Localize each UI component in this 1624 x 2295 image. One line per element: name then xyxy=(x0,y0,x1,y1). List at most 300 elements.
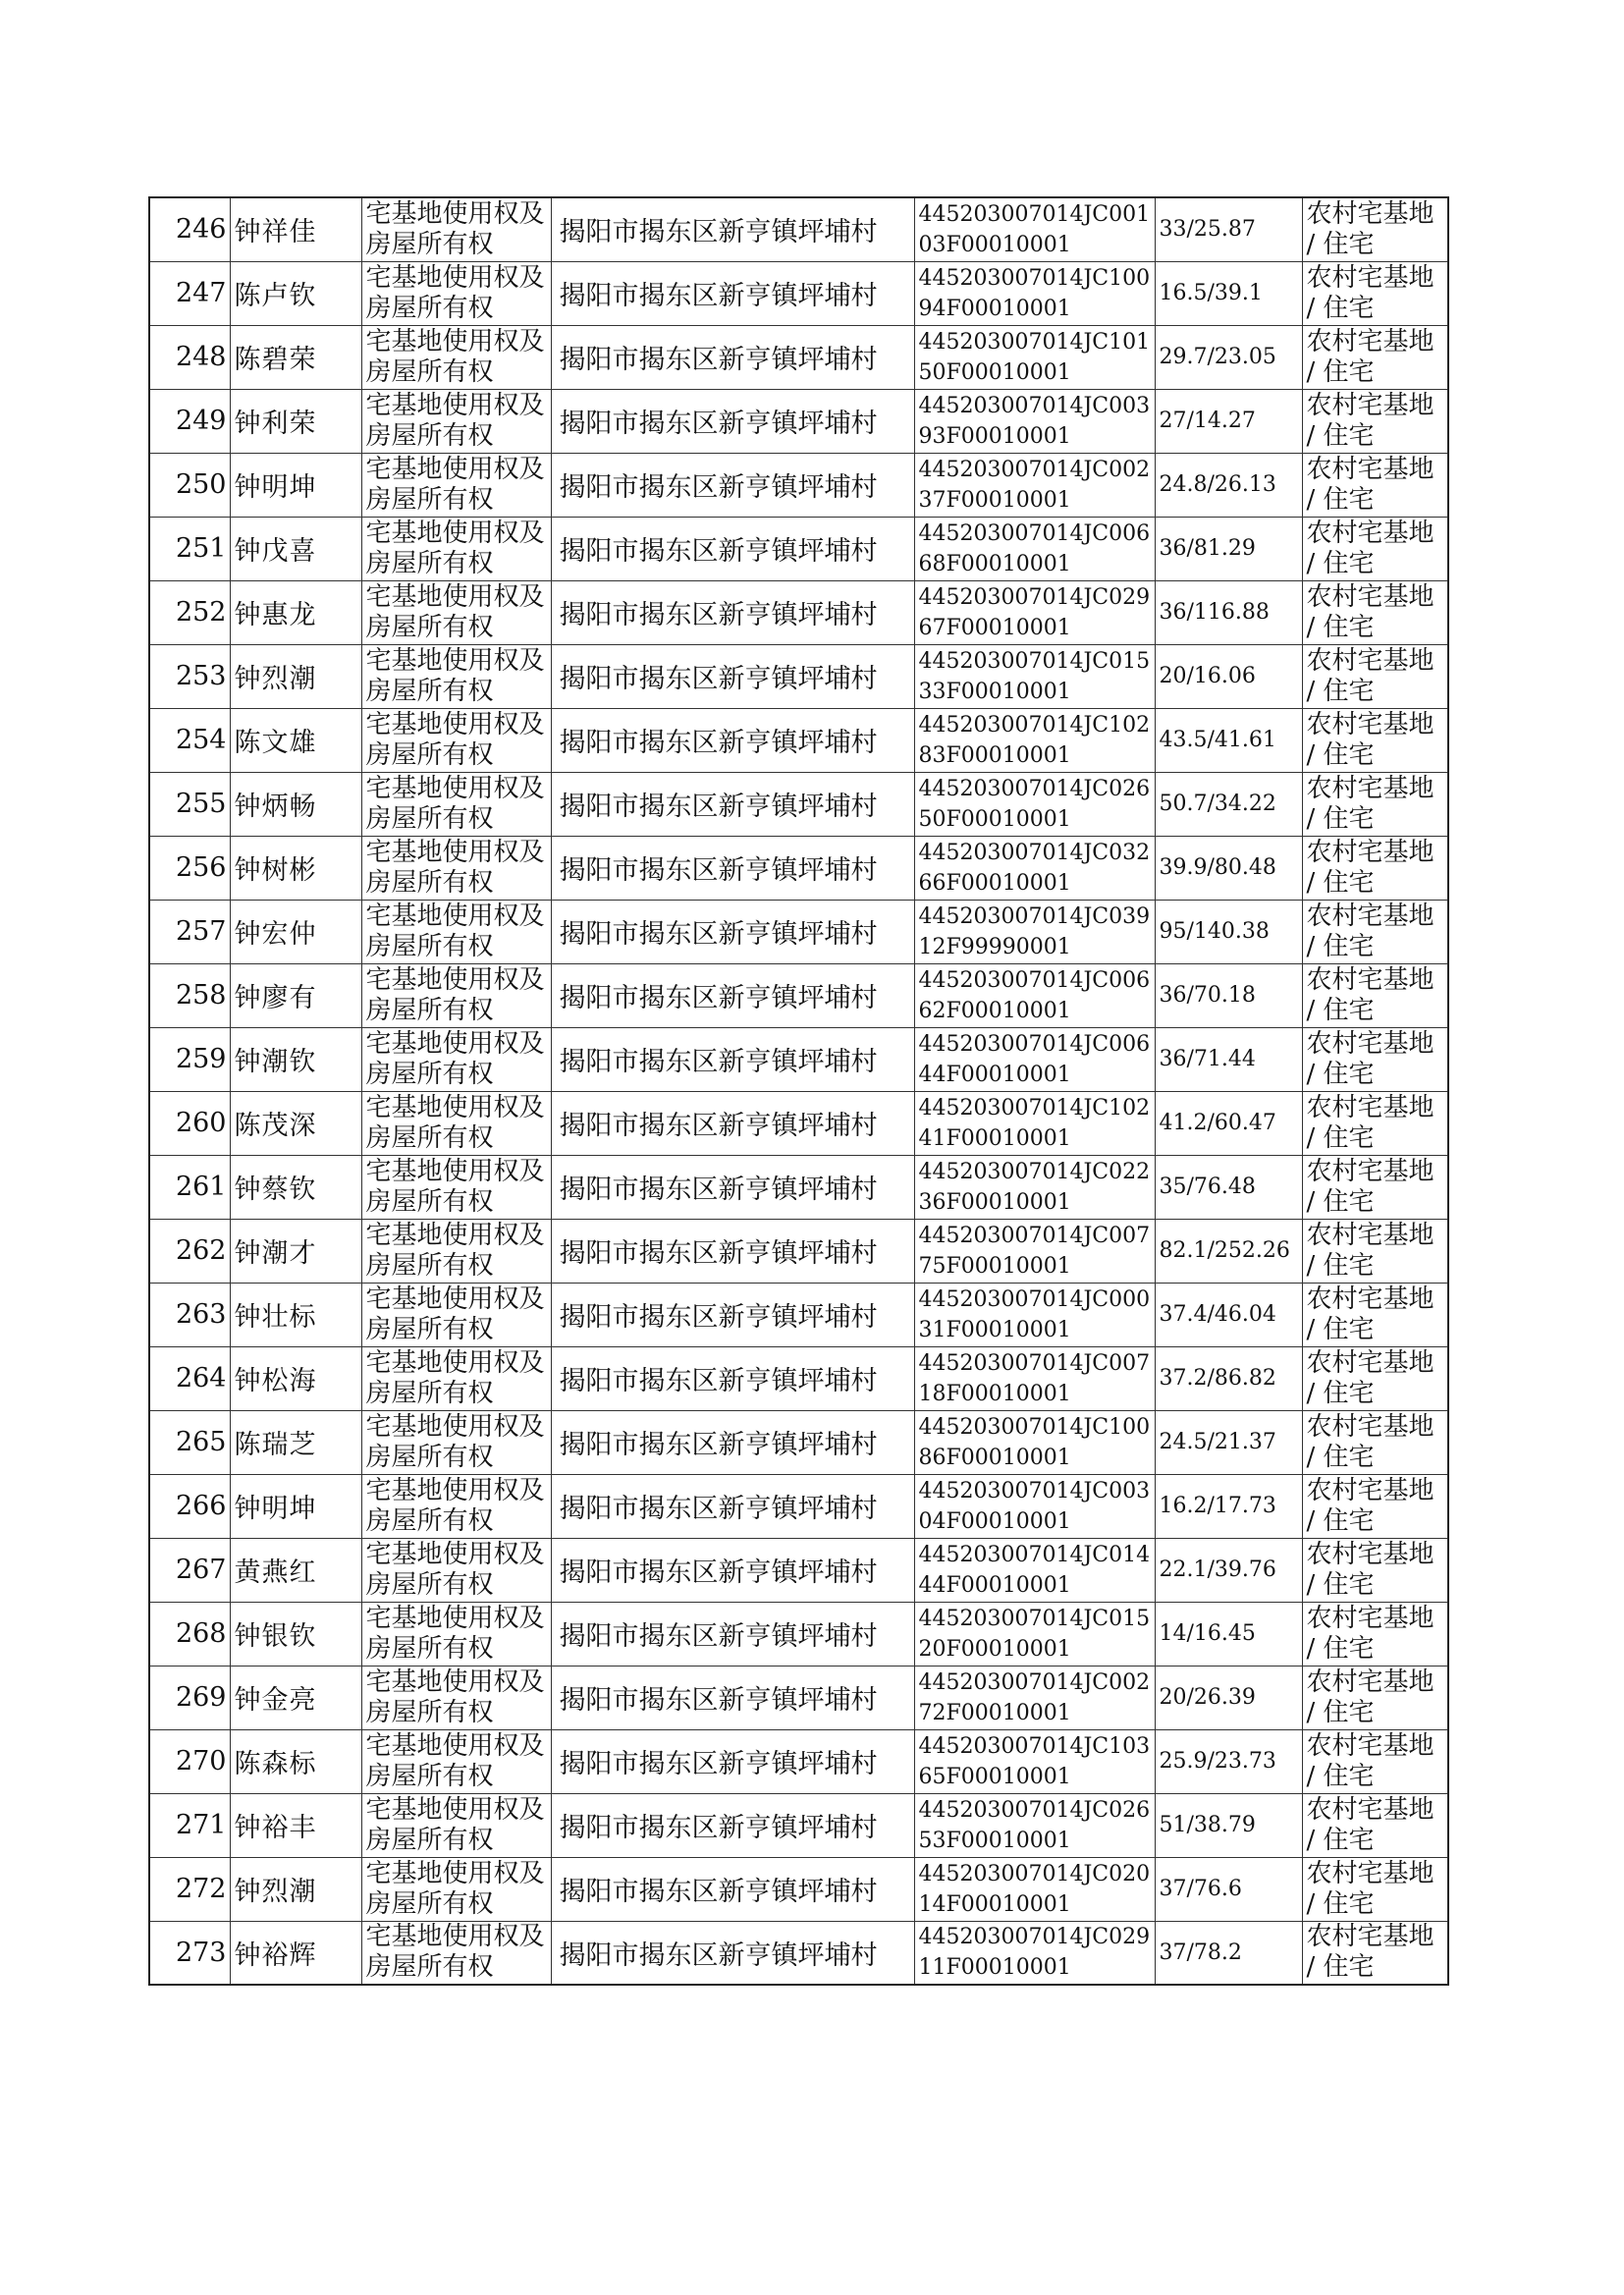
holder-name-text: 钟宏仲 xyxy=(234,919,317,950)
area-cell xyxy=(1155,1729,1302,1793)
area-cell xyxy=(1155,644,1302,708)
unit-code-cell xyxy=(914,1283,1155,1346)
right-type-cell xyxy=(361,836,551,900)
unit-code-text: 445203007014JC02967F00010001 xyxy=(918,584,1151,640)
land-use-cell xyxy=(1302,836,1448,900)
right-type-cell xyxy=(361,963,551,1027)
holder-name-cell xyxy=(230,1283,361,1346)
right-type-cell xyxy=(361,197,551,261)
right-type-text: 宅基地使用权及房屋所有权 xyxy=(365,1411,545,1472)
holder-name-cell xyxy=(230,1602,361,1666)
right-type-text: 宅基地使用权及房屋所有权 xyxy=(365,1156,545,1217)
holder-name-text: 钟壮标 xyxy=(234,1302,317,1333)
area-cell xyxy=(1155,325,1302,389)
location-cell xyxy=(551,1219,914,1283)
table-row xyxy=(149,1793,1448,1857)
row-number-text: 272 xyxy=(175,1874,227,1904)
right-type-cell xyxy=(361,1602,551,1666)
right-type-text: 宅基地使用权及房屋所有权 xyxy=(365,773,545,834)
row-number-text: 256 xyxy=(175,852,227,883)
area-text: 24.5/21.37 xyxy=(1159,1430,1276,1454)
table-row xyxy=(149,1857,1448,1921)
holder-name-text: 钟潮才 xyxy=(234,1238,317,1269)
holder-name-cell xyxy=(230,517,361,580)
area-text: 43.5/41.61 xyxy=(1159,728,1276,752)
holder-name-text: 钟金亮 xyxy=(234,1685,317,1716)
row-number-cell xyxy=(149,1793,230,1857)
row-number-cell xyxy=(149,1474,230,1538)
land-use-text: 农村宅基地 / 住宅 xyxy=(1306,1539,1435,1600)
location-text: 揭阳市揭东区新亨镇坪埔村 xyxy=(559,217,878,248)
holder-name-cell xyxy=(230,389,361,453)
unit-code-text: 445203007014JC02653F00010001 xyxy=(918,1797,1151,1853)
area-cell xyxy=(1155,517,1302,580)
location-text: 揭阳市揭东区新亨镇坪埔村 xyxy=(559,1238,878,1269)
unit-code-text: 445203007014JC10086F00010001 xyxy=(918,1414,1151,1470)
holder-name-text: 钟烈潮 xyxy=(234,664,317,694)
holder-name-text: 钟烈潮 xyxy=(234,1877,317,1907)
unit-code-cell xyxy=(914,1602,1155,1666)
land-use-cell xyxy=(1302,1091,1448,1155)
land-use-text: 农村宅基地 / 住宅 xyxy=(1306,837,1435,898)
location-cell xyxy=(551,644,914,708)
right-type-cell xyxy=(361,1793,551,1857)
location-text: 揭阳市揭东区新亨镇坪埔村 xyxy=(559,1047,878,1077)
right-type-text: 宅基地使用权及房屋所有权 xyxy=(365,454,545,515)
unit-code-text: 445203007014JC00775F00010001 xyxy=(918,1223,1151,1279)
land-use-text: 农村宅基地 / 住宅 xyxy=(1306,326,1435,387)
area-text: 37.2/86.82 xyxy=(1159,1366,1276,1391)
land-use-cell xyxy=(1302,1155,1448,1219)
location-text: 揭阳市揭东区新亨镇坪埔村 xyxy=(559,855,878,886)
area-cell xyxy=(1155,836,1302,900)
land-use-cell xyxy=(1302,1474,1448,1538)
location-text: 揭阳市揭东区新亨镇坪埔村 xyxy=(559,1366,878,1396)
land-use-text: 农村宅基地 / 住宅 xyxy=(1306,518,1435,578)
area-text: 36/116.88 xyxy=(1159,600,1270,625)
location-text: 揭阳市揭东区新亨镇坪埔村 xyxy=(559,1877,878,1907)
area-cell xyxy=(1155,389,1302,453)
land-use-cell xyxy=(1302,1793,1448,1857)
table-row xyxy=(149,836,1448,900)
location-text: 揭阳市揭东区新亨镇坪埔村 xyxy=(559,536,878,567)
right-type-cell xyxy=(361,389,551,453)
row-number-cell xyxy=(149,517,230,580)
table-row xyxy=(149,1729,1448,1793)
table-row xyxy=(149,1410,1448,1474)
table-row xyxy=(149,644,1448,708)
area-cell xyxy=(1155,1219,1302,1283)
table-row xyxy=(149,1666,1448,1729)
holder-name-text: 钟明坤 xyxy=(234,1494,317,1524)
land-use-text: 农村宅基地 / 住宅 xyxy=(1306,198,1435,259)
right-type-cell xyxy=(361,580,551,644)
row-number-cell xyxy=(149,1091,230,1155)
unit-code-cell xyxy=(914,1027,1155,1091)
table-row xyxy=(149,197,1448,261)
land-use-text: 农村宅基地 / 住宅 xyxy=(1306,390,1435,451)
unit-code-text: 445203007014JC02911F00010001 xyxy=(918,1925,1151,1981)
row-number-cell xyxy=(149,1729,230,1793)
land-use-text: 农村宅基地 / 住宅 xyxy=(1306,1220,1435,1281)
land-use-cell xyxy=(1302,1729,1448,1793)
row-number-text: 251 xyxy=(175,533,227,564)
unit-code-text: 445203007014JC10150F00010001 xyxy=(918,329,1151,385)
area-text: 36/81.29 xyxy=(1159,536,1256,561)
area-text: 20/26.39 xyxy=(1159,1685,1256,1710)
row-number-cell xyxy=(149,644,230,708)
unit-code-cell xyxy=(914,963,1155,1027)
land-use-text: 农村宅基地 / 住宅 xyxy=(1306,262,1435,323)
right-type-text: 宅基地使用权及房屋所有权 xyxy=(365,709,545,770)
land-use-cell xyxy=(1302,963,1448,1027)
right-type-text: 宅基地使用权及房屋所有权 xyxy=(365,1667,545,1727)
area-text: 22.1/39.76 xyxy=(1159,1557,1276,1582)
right-type-cell xyxy=(361,261,551,325)
area-cell xyxy=(1155,1538,1302,1602)
holder-name-text: 陈碧荣 xyxy=(234,345,317,375)
row-number-text: 255 xyxy=(175,789,227,819)
land-use-cell xyxy=(1302,1410,1448,1474)
table-row xyxy=(149,1283,1448,1346)
location-cell xyxy=(551,836,914,900)
area-cell xyxy=(1155,1474,1302,1538)
right-type-cell xyxy=(361,325,551,389)
right-type-text: 宅基地使用权及房屋所有权 xyxy=(365,901,545,961)
unit-code-text: 445203007014JC02650F00010001 xyxy=(918,776,1151,832)
location-text: 揭阳市揭东区新亨镇坪埔村 xyxy=(559,1813,878,1843)
location-text: 揭阳市揭东区新亨镇坪埔村 xyxy=(559,472,878,503)
row-number-cell xyxy=(149,261,230,325)
area-text: 35/76.48 xyxy=(1159,1175,1256,1199)
holder-name-cell xyxy=(230,963,361,1027)
area-text: 82.1/252.26 xyxy=(1159,1238,1290,1263)
row-number-text: 258 xyxy=(175,980,227,1011)
unit-code-cell xyxy=(914,325,1155,389)
location-cell xyxy=(551,1602,914,1666)
land-use-cell xyxy=(1302,1346,1448,1410)
right-type-text: 宅基地使用权及房屋所有权 xyxy=(365,837,545,898)
location-cell xyxy=(551,1857,914,1921)
location-cell xyxy=(551,1474,914,1538)
row-number-text: 250 xyxy=(175,469,227,500)
holder-name-cell xyxy=(230,708,361,772)
right-type-cell xyxy=(361,1219,551,1283)
holder-name-text: 钟惠龙 xyxy=(234,600,317,630)
right-type-cell xyxy=(361,1729,551,1793)
table-row xyxy=(149,1346,1448,1410)
unit-code-text: 445203007014JC00662F00010001 xyxy=(918,967,1151,1023)
land-use-cell xyxy=(1302,580,1448,644)
unit-code-cell xyxy=(914,1921,1155,1985)
land-use-text: 农村宅基地 / 住宅 xyxy=(1306,454,1435,515)
right-type-cell xyxy=(361,517,551,580)
row-number-text: 249 xyxy=(175,406,227,436)
row-number-text: 252 xyxy=(175,597,227,628)
table-row xyxy=(149,389,1448,453)
row-number-text: 246 xyxy=(175,214,227,246)
right-type-cell xyxy=(361,644,551,708)
right-type-text: 宅基地使用权及房屋所有权 xyxy=(365,1092,545,1153)
area-cell xyxy=(1155,1346,1302,1410)
right-type-text: 宅基地使用权及房屋所有权 xyxy=(365,1858,545,1919)
unit-code-cell xyxy=(914,1091,1155,1155)
area-cell xyxy=(1155,197,1302,261)
row-number-text: 266 xyxy=(175,1491,227,1521)
holder-name-cell xyxy=(230,1474,361,1538)
holder-name-text: 钟明坤 xyxy=(234,472,317,503)
holder-name-cell xyxy=(230,1155,361,1219)
area-text: 14/16.45 xyxy=(1159,1621,1256,1646)
land-use-text: 农村宅基地 / 住宅 xyxy=(1306,1092,1435,1153)
holder-name-text: 钟利荣 xyxy=(234,409,317,439)
unit-code-text: 445203007014JC00668F00010001 xyxy=(918,520,1151,576)
unit-code-text: 445203007014JC00237F00010001 xyxy=(918,457,1151,513)
holder-name-cell xyxy=(230,1219,361,1283)
area-text: 29.7/23.05 xyxy=(1159,345,1276,369)
row-number-cell xyxy=(149,453,230,517)
holder-name-cell xyxy=(230,1091,361,1155)
holder-name-cell xyxy=(230,197,361,261)
location-text: 揭阳市揭东区新亨镇坪埔村 xyxy=(559,345,878,375)
land-use-text: 农村宅基地 / 住宅 xyxy=(1306,1475,1435,1536)
area-text: 36/71.44 xyxy=(1159,1047,1256,1071)
right-type-text: 宅基地使用权及房屋所有权 xyxy=(365,1603,545,1664)
land-use-cell xyxy=(1302,261,1448,325)
row-number-text: 268 xyxy=(175,1618,227,1649)
area-text: 20/16.06 xyxy=(1159,664,1256,688)
holder-name-text: 钟祥佳 xyxy=(234,217,317,248)
holder-name-text: 陈文雄 xyxy=(234,728,317,758)
land-use-cell xyxy=(1302,325,1448,389)
location-cell xyxy=(551,1027,914,1091)
unit-code-text: 445203007014JC02236F00010001 xyxy=(918,1159,1151,1215)
table-row xyxy=(149,261,1448,325)
unit-code-text: 445203007014JC00304F00010001 xyxy=(918,1478,1151,1534)
row-number-text: 263 xyxy=(175,1299,227,1330)
holder-name-text: 陈卢钦 xyxy=(234,281,317,311)
row-number-cell xyxy=(149,1410,230,1474)
holder-name-cell xyxy=(230,644,361,708)
land-use-cell xyxy=(1302,1538,1448,1602)
location-cell xyxy=(551,900,914,963)
right-type-cell xyxy=(361,708,551,772)
unit-code-text: 445203007014JC00718F00010001 xyxy=(918,1350,1151,1406)
table-row xyxy=(149,1027,1448,1091)
land-use-cell xyxy=(1302,1602,1448,1666)
land-use-cell xyxy=(1302,453,1448,517)
land-use-text: 农村宅基地 / 住宅 xyxy=(1306,901,1435,961)
row-number-cell xyxy=(149,1666,230,1729)
location-text: 揭阳市揭东区新亨镇坪埔村 xyxy=(559,1749,878,1779)
right-type-cell xyxy=(361,1091,551,1155)
row-number-cell xyxy=(149,708,230,772)
unit-code-text: 445203007014JC03912F99990001 xyxy=(918,903,1151,959)
right-type-text: 宅基地使用权及房屋所有权 xyxy=(365,1475,545,1536)
table-row xyxy=(149,708,1448,772)
unit-code-text: 445203007014JC10241F00010001 xyxy=(918,1095,1151,1151)
area-cell xyxy=(1155,708,1302,772)
unit-code-cell xyxy=(914,1857,1155,1921)
row-number-cell xyxy=(149,1219,230,1283)
holder-name-text: 黄燕红 xyxy=(234,1557,317,1588)
right-type-cell xyxy=(361,1027,551,1091)
area-text: 41.2/60.47 xyxy=(1159,1111,1276,1135)
right-type-cell xyxy=(361,1857,551,1921)
location-text: 揭阳市揭东区新亨镇坪埔村 xyxy=(559,281,878,311)
unit-code-text: 445203007014JC10094F00010001 xyxy=(918,265,1151,321)
area-text: 37.4/46.04 xyxy=(1159,1302,1276,1327)
unit-code-text: 445203007014JC01520F00010001 xyxy=(918,1606,1151,1662)
unit-code-text: 445203007014JC00272F00010001 xyxy=(918,1669,1151,1725)
row-number-text: 261 xyxy=(175,1172,227,1202)
right-type-cell xyxy=(361,1921,551,1985)
land-use-cell xyxy=(1302,708,1448,772)
table-row xyxy=(149,580,1448,644)
row-number-cell xyxy=(149,197,230,261)
holder-name-text: 钟炳畅 xyxy=(234,792,317,822)
row-number-cell xyxy=(149,1283,230,1346)
land-use-text: 农村宅基地 / 住宅 xyxy=(1306,645,1435,706)
unit-code-cell xyxy=(914,708,1155,772)
table-row xyxy=(149,772,1448,836)
area-text: 37/78.2 xyxy=(1159,1940,1242,1965)
area-text: 33/25.87 xyxy=(1159,217,1256,243)
property-register-table xyxy=(148,196,1449,1986)
land-use-text: 农村宅基地 / 住宅 xyxy=(1306,709,1435,770)
right-type-cell xyxy=(361,1283,551,1346)
area-text: 25.9/23.73 xyxy=(1159,1749,1276,1774)
holder-name-text: 钟裕辉 xyxy=(234,1940,317,1971)
location-cell xyxy=(551,325,914,389)
area-cell xyxy=(1155,1410,1302,1474)
area-cell xyxy=(1155,1027,1302,1091)
row-number-text: 271 xyxy=(175,1810,227,1840)
row-number-text: 253 xyxy=(175,661,227,691)
unit-code-cell xyxy=(914,261,1155,325)
holder-name-text: 钟松海 xyxy=(234,1366,317,1396)
table-row xyxy=(149,517,1448,580)
row-number-text: 273 xyxy=(175,1937,227,1968)
location-text: 揭阳市揭东区新亨镇坪埔村 xyxy=(559,792,878,822)
area-text: 24.8/26.13 xyxy=(1159,472,1276,497)
land-use-text: 农村宅基地 / 住宅 xyxy=(1306,1347,1435,1408)
holder-name-cell xyxy=(230,453,361,517)
holder-name-text: 陈森标 xyxy=(234,1749,317,1779)
right-type-text: 宅基地使用权及房屋所有权 xyxy=(365,1539,545,1600)
row-number-cell xyxy=(149,836,230,900)
unit-code-text: 445203007014JC10283F00010001 xyxy=(918,712,1151,768)
unit-code-cell xyxy=(914,389,1155,453)
location-text: 揭阳市揭东区新亨镇坪埔村 xyxy=(559,409,878,439)
unit-code-cell xyxy=(914,1793,1155,1857)
right-type-text: 宅基地使用权及房屋所有权 xyxy=(365,262,545,323)
location-cell xyxy=(551,708,914,772)
row-number-text: 265 xyxy=(175,1427,227,1457)
row-number-text: 247 xyxy=(175,278,227,308)
holder-name-cell xyxy=(230,1666,361,1729)
holder-name-cell xyxy=(230,836,361,900)
row-number-text: 270 xyxy=(175,1746,227,1776)
unit-code-cell xyxy=(914,900,1155,963)
location-cell xyxy=(551,1091,914,1155)
area-text: 36/70.18 xyxy=(1159,983,1256,1008)
table-row xyxy=(149,1602,1448,1666)
row-number-cell xyxy=(149,1921,230,1985)
land-use-text: 农村宅基地 / 住宅 xyxy=(1306,1603,1435,1664)
holder-name-text: 陈茂深 xyxy=(234,1111,317,1141)
area-cell xyxy=(1155,1283,1302,1346)
holder-name-text: 钟裕丰 xyxy=(234,1813,317,1843)
location-text: 揭阳市揭东区新亨镇坪埔村 xyxy=(559,1557,878,1588)
holder-name-text: 陈瑞芝 xyxy=(234,1430,317,1460)
area-text: 95/140.38 xyxy=(1159,919,1270,944)
unit-code-text: 445203007014JC00393F00010001 xyxy=(918,393,1151,449)
land-use-cell xyxy=(1302,772,1448,836)
unit-code-cell xyxy=(914,1219,1155,1283)
location-cell xyxy=(551,1921,914,1985)
right-type-text: 宅基地使用权及房屋所有权 xyxy=(365,1730,545,1791)
row-number-cell xyxy=(149,1538,230,1602)
land-use-text: 农村宅基地 / 住宅 xyxy=(1306,773,1435,834)
right-type-text: 宅基地使用权及房屋所有权 xyxy=(365,1284,545,1344)
holder-name-text: 钟蔡钦 xyxy=(234,1175,317,1205)
right-type-cell xyxy=(361,1538,551,1602)
row-number-cell xyxy=(149,1602,230,1666)
location-text: 揭阳市揭东区新亨镇坪埔村 xyxy=(559,1940,878,1971)
holder-name-cell xyxy=(230,261,361,325)
unit-code-cell xyxy=(914,1729,1155,1793)
row-number-text: 269 xyxy=(175,1682,227,1713)
area-cell xyxy=(1155,1793,1302,1857)
land-use-text: 农村宅基地 / 住宅 xyxy=(1306,1411,1435,1472)
row-number-text: 267 xyxy=(175,1555,227,1585)
location-cell xyxy=(551,517,914,580)
location-text: 揭阳市揭东区新亨镇坪埔村 xyxy=(559,983,878,1013)
location-cell xyxy=(551,580,914,644)
row-number-text: 257 xyxy=(175,916,227,947)
area-cell xyxy=(1155,261,1302,325)
holder-name-cell xyxy=(230,580,361,644)
location-text: 揭阳市揭东区新亨镇坪埔村 xyxy=(559,1175,878,1205)
right-type-cell xyxy=(361,900,551,963)
right-type-cell xyxy=(361,453,551,517)
holder-name-cell xyxy=(230,1857,361,1921)
row-number-cell xyxy=(149,1857,230,1921)
holder-name-cell xyxy=(230,1410,361,1474)
right-type-text: 宅基地使用权及房屋所有权 xyxy=(365,1220,545,1281)
area-cell xyxy=(1155,772,1302,836)
location-cell xyxy=(551,389,914,453)
land-use-cell xyxy=(1302,1219,1448,1283)
location-text: 揭阳市揭东区新亨镇坪埔村 xyxy=(559,1430,878,1460)
holder-name-cell xyxy=(230,1027,361,1091)
unit-code-cell xyxy=(914,453,1155,517)
area-text: 16.5/39.1 xyxy=(1159,281,1263,305)
land-use-text: 农村宅基地 / 住宅 xyxy=(1306,1922,1435,1983)
location-cell xyxy=(551,1283,914,1346)
land-use-cell xyxy=(1302,1921,1448,1985)
row-number-text: 260 xyxy=(175,1108,227,1138)
row-number-cell xyxy=(149,325,230,389)
location-text: 揭阳市揭东区新亨镇坪埔村 xyxy=(559,1494,878,1524)
register-table-body xyxy=(149,197,1448,1985)
location-cell xyxy=(551,453,914,517)
location-text: 揭阳市揭东区新亨镇坪埔村 xyxy=(559,1621,878,1652)
location-cell xyxy=(551,1346,914,1410)
land-use-cell xyxy=(1302,517,1448,580)
area-cell xyxy=(1155,453,1302,517)
